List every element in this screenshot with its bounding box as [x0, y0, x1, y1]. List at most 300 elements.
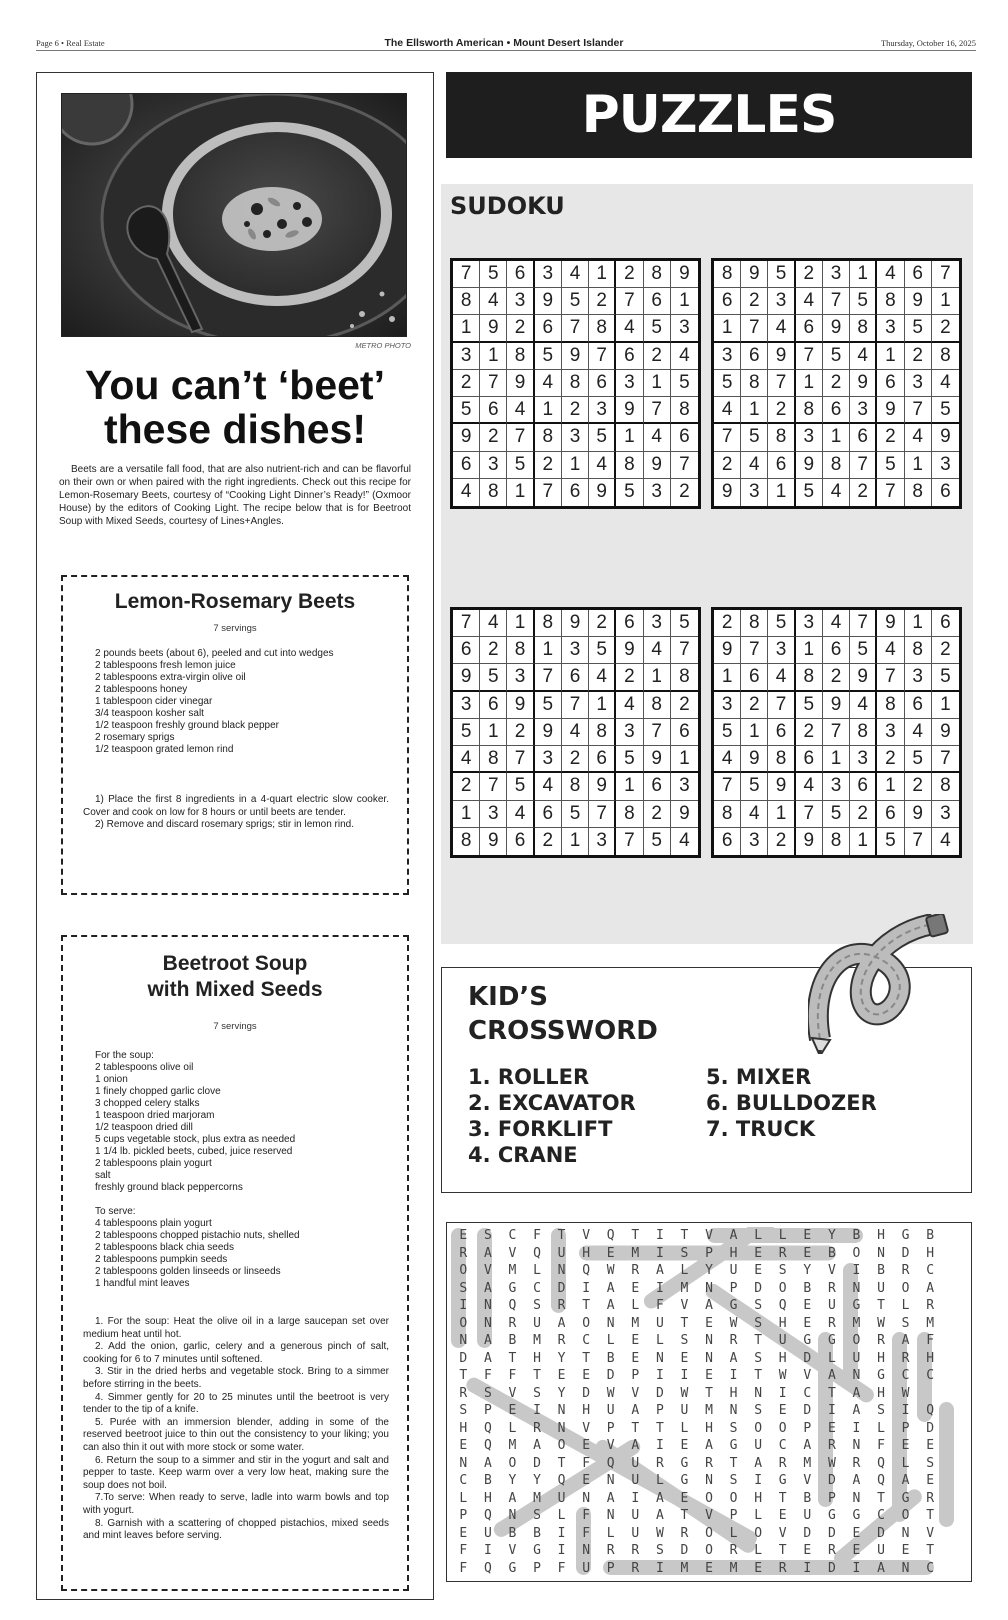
word-search-letter: M [852, 1315, 861, 1331]
sudoku-cell: 7 [507, 746, 534, 773]
sudoku-cell: 8 [616, 452, 643, 479]
word-search-letter: I [557, 1543, 566, 1559]
sudoku-cell: 2 [535, 828, 562, 855]
sudoku-cell: 6 [453, 637, 480, 664]
word-search-letter: W [606, 1385, 615, 1401]
sudoku-cell: 6 [905, 692, 932, 719]
word-search-letter: I [655, 1560, 664, 1576]
word-search-letter: M [729, 1560, 738, 1576]
sudoku-cell: 3 [714, 692, 741, 719]
word-search-letter [942, 1525, 967, 1543]
ingredient: 2 tablespoons fresh lemon juice [95, 660, 236, 671]
pencil-icon [808, 914, 978, 1054]
word-search-letter: Q [483, 1560, 492, 1576]
sudoku-cell: 1 [589, 261, 616, 288]
sudoku-cell: 1 [671, 746, 698, 773]
crossword-title-line: CROSSWORD [468, 1016, 658, 1046]
sudoku-cell: 5 [480, 261, 507, 288]
recipe-steps [63, 794, 407, 832]
sudoku-cell: 3 [877, 315, 904, 342]
word-search-letter: N [459, 1333, 468, 1349]
word-search-letter: U [631, 1508, 640, 1524]
word-search-letter: B [508, 1333, 517, 1349]
sudoku-cell: 5 [823, 801, 850, 828]
word-search-letter: F [508, 1368, 517, 1384]
sudoku-cell: 6 [823, 637, 850, 664]
sudoku-cell: 1 [562, 828, 589, 855]
word-search-letter: E [631, 1333, 640, 1349]
word-search-letter: M [631, 1245, 640, 1261]
sudoku-cell: 9 [823, 315, 850, 342]
crossword-answers-right [706, 1064, 877, 1142]
word-search-letter: U [631, 1473, 640, 1489]
recipe-step: 2. Add the onion, garlic, celery and a generous pinch of salt, cooking for 6 to 7 minutes until softened. [83, 1341, 389, 1365]
word-search-letter: A [483, 1333, 492, 1349]
word-search-letter [942, 1420, 967, 1438]
sudoku-cell: 8 [507, 343, 534, 370]
word-search-letter: T [680, 1228, 689, 1244]
ingredient: 1 onion [95, 1074, 128, 1085]
publication-title: The Ellsworth American • Mount Desert Islander [384, 37, 624, 49]
sudoku-cell: 1 [823, 746, 850, 773]
word-search-letter [942, 1402, 967, 1420]
word-search-letter: D [533, 1455, 541, 1471]
word-search-letter: O [754, 1525, 763, 1541]
word-search-letter: S [655, 1543, 664, 1559]
word-search-letter: C [926, 1263, 935, 1279]
sudoku-cell: 3 [453, 343, 480, 370]
word-search-letter: E [680, 1438, 689, 1454]
sudoku-cell: 9 [562, 610, 589, 637]
crossword-answers-left [468, 1064, 636, 1168]
word-search-letter: Y [533, 1473, 541, 1489]
sudoku-cell: 2 [823, 370, 850, 397]
word-search-letter: P [606, 1420, 615, 1436]
sudoku-cell: 5 [644, 315, 671, 342]
word-search-letter: I [655, 1438, 664, 1454]
word-search-letter: R [901, 1263, 910, 1279]
word-search-letter: F [557, 1560, 566, 1576]
sudoku-cell: 3 [535, 261, 562, 288]
word-search-letter: O [705, 1543, 713, 1559]
sudoku-cell: 7 [850, 452, 877, 479]
sudoku-cell: 4 [768, 664, 795, 691]
word-search-letter: E [827, 1420, 836, 1436]
ingredient: 2 rosemary sprigs [95, 732, 175, 743]
sudoku-cell: 5 [932, 397, 959, 424]
sudoku-cell: 4 [562, 261, 589, 288]
word-search-letter: L [508, 1420, 517, 1436]
word-search-letter: P [483, 1403, 492, 1419]
word-search-letter: G [508, 1280, 517, 1296]
word-search-letter: T [877, 1490, 885, 1506]
word-search-letter: L [901, 1455, 910, 1471]
sudoku-cell: 2 [644, 343, 671, 370]
sudoku-cell: 6 [480, 692, 507, 719]
word-search-letter: A [557, 1315, 566, 1331]
word-search-letter: I [459, 1298, 468, 1314]
word-search-letter: R [705, 1455, 713, 1471]
sudoku-cell: 4 [589, 452, 616, 479]
word-search-letter: S [754, 1403, 763, 1419]
word-search-letter: V [508, 1543, 517, 1559]
word-search-panel [446, 1222, 972, 1582]
word-search-letter: S [483, 1385, 492, 1401]
sudoku-cell: 6 [796, 315, 823, 342]
word-search-letter: N [655, 1350, 664, 1366]
word-search-letter: G [778, 1473, 787, 1489]
word-search-letter: P [827, 1490, 836, 1506]
word-search-letter: R [533, 1420, 541, 1436]
sudoku-cell: 9 [453, 664, 480, 691]
sudoku-cell: 6 [905, 261, 932, 288]
word-search-letter: W [680, 1385, 689, 1401]
word-search-letter: L [778, 1228, 787, 1244]
sudoku-cell: 6 [562, 479, 589, 506]
word-search-letter: U [754, 1438, 763, 1454]
sudoku-cell: 8 [671, 397, 698, 424]
sudoku-cell: 8 [562, 773, 589, 800]
sudoku-cell: 2 [905, 773, 932, 800]
word-search-letter: L [754, 1228, 763, 1244]
sudoku-cell: 8 [453, 288, 480, 315]
word-search-letter: Q [926, 1403, 935, 1419]
word-search-letter: S [729, 1420, 738, 1436]
sudoku-cell: 9 [535, 288, 562, 315]
word-search-letter: Y [705, 1263, 713, 1279]
sudoku-cell: 4 [823, 610, 850, 637]
word-search-letter: P [803, 1420, 812, 1436]
word-search-letter: U [729, 1263, 738, 1279]
recipe-step: 6. Return the soup to a simmer and stir in the yogurt and salt and pepper to taste. Keep warm over a very low heat, making sure the soup does not boil. [83, 1454, 389, 1491]
word-search-letter: R [901, 1350, 910, 1366]
sudoku-cell: 3 [823, 773, 850, 800]
sudoku-cell: 4 [589, 664, 616, 691]
word-search-letter: W [606, 1263, 615, 1279]
sudoku-cell: 8 [850, 719, 877, 746]
word-search-letter: A [827, 1368, 836, 1384]
word-search-letter: D [827, 1525, 836, 1541]
word-search-letter: N [877, 1245, 885, 1261]
sudoku-cell: 4 [535, 370, 562, 397]
word-search-letter: I [803, 1560, 812, 1576]
word-search-letter: T [582, 1350, 591, 1366]
sudoku-grid [450, 258, 701, 509]
word-search-letter: R [631, 1543, 640, 1559]
word-search-letter: A [877, 1560, 885, 1576]
word-search-letter: R [631, 1560, 640, 1576]
word-search-letter: N [557, 1420, 566, 1436]
sudoku-cell: 2 [796, 719, 823, 746]
word-search-letter: H [877, 1385, 885, 1401]
sudoku-cell: 1 [796, 370, 823, 397]
sudoku-cell: 5 [850, 637, 877, 664]
word-search-letter: P [631, 1368, 640, 1384]
sudoku-cell: 2 [796, 261, 823, 288]
sudoku-cell: 6 [671, 424, 698, 451]
sudoku-cell: 4 [644, 637, 671, 664]
sudoku-cell: 9 [905, 801, 932, 828]
word-search-letter: E [459, 1228, 468, 1244]
word-search-letter: A [729, 1350, 738, 1366]
word-search-letter: A [483, 1280, 492, 1296]
word-search-letter: H [705, 1420, 713, 1436]
sudoku-cell: 2 [768, 397, 795, 424]
word-search-letter: U [877, 1543, 885, 1559]
word-search-letter: H [778, 1315, 787, 1331]
sudoku-cell: 6 [850, 424, 877, 451]
word-search-letter: S [778, 1263, 787, 1279]
sudoku-cell: 8 [823, 828, 850, 855]
sudoku-cell: 9 [823, 692, 850, 719]
word-search-letter: T [778, 1543, 787, 1559]
word-search-letter: Q [483, 1508, 492, 1524]
word-search-letter: S [754, 1315, 763, 1331]
word-search-letter: I [852, 1560, 861, 1576]
sudoku-cell: 4 [905, 424, 932, 451]
word-search-letter: F [533, 1228, 541, 1244]
word-search-letter: G [852, 1508, 861, 1524]
word-search-letter: V [483, 1263, 492, 1279]
sudoku-cell: 7 [671, 637, 698, 664]
sudoku-cell: 9 [616, 637, 643, 664]
sudoku-cell: 3 [741, 828, 768, 855]
sudoku-cell: 6 [796, 746, 823, 773]
word-search-letter: G [827, 1508, 836, 1524]
sudoku-cell: 8 [714, 261, 741, 288]
sudoku-cell: 5 [589, 637, 616, 664]
word-search-letter: P [729, 1280, 738, 1296]
sudoku-cell: 5 [905, 746, 932, 773]
word-search-letter: B [852, 1228, 861, 1244]
sudoku-cell: 7 [453, 610, 480, 637]
sudoku-cell: 1 [589, 692, 616, 719]
word-search-letter: M [680, 1560, 689, 1576]
word-search-letter: E [803, 1543, 812, 1559]
word-search-letter: I [557, 1525, 566, 1541]
word-search-letter: D [827, 1473, 836, 1489]
word-search-letter: W [778, 1368, 787, 1384]
ingredient: 2 tablespoons chopped pistachio nuts, shelled [95, 1230, 300, 1241]
ingredient: 2 tablespoons extra-virgin olive oil [95, 672, 246, 683]
word-search-letter: T [754, 1368, 763, 1384]
word-search-letter: I [655, 1245, 664, 1261]
word-search-letter: A [606, 1490, 615, 1506]
word-search-letter: V [926, 1525, 935, 1541]
sudoku-cell: 2 [535, 452, 562, 479]
word-search-letter: P [705, 1245, 713, 1261]
word-search-letter [942, 1227, 967, 1245]
word-search-letter: O [459, 1315, 468, 1331]
word-search-letter: H [729, 1245, 738, 1261]
word-search-letter: R [852, 1455, 861, 1471]
word-search-letter: L [533, 1263, 541, 1279]
word-search-letter: B [827, 1245, 836, 1261]
recipe-beetroot-soup [61, 935, 409, 1591]
word-search-letter: W [901, 1385, 910, 1401]
sudoku-cell: 6 [589, 746, 616, 773]
sudoku-cell: 7 [796, 801, 823, 828]
word-search-letter: T [778, 1490, 787, 1506]
word-search-letter: L [877, 1420, 885, 1436]
sudoku-cell: 5 [644, 828, 671, 855]
photo-credit: METRO PHOTO [355, 341, 411, 350]
word-search-letter: T [926, 1543, 935, 1559]
word-search-letter: V [827, 1263, 836, 1279]
sudoku-cell: 1 [562, 452, 589, 479]
section-heading: To serve: [95, 1206, 136, 1217]
word-search-letter: H [926, 1350, 935, 1366]
sudoku-cell: 4 [741, 452, 768, 479]
ingredient: 1/2 teaspoon dried dill [95, 1122, 193, 1133]
sudoku-cell: 3 [453, 692, 480, 719]
word-search-letter: H [582, 1403, 591, 1419]
word-search-letter: R [926, 1490, 935, 1506]
word-search-letter: H [483, 1490, 492, 1506]
word-search-letter: S [729, 1473, 738, 1489]
word-search-letter: B [926, 1228, 935, 1244]
sudoku-cell: 5 [714, 719, 741, 746]
sudoku-grid [450, 607, 701, 858]
sudoku-cell: 5 [768, 261, 795, 288]
word-search-letter: G [533, 1543, 541, 1559]
word-search-letter: E [754, 1560, 763, 1576]
sudoku-cell: 5 [768, 610, 795, 637]
word-search-letter: Q [606, 1455, 615, 1471]
word-search-letter: T [655, 1420, 664, 1436]
ingredient: 1 finely chopped garlic clove [95, 1086, 221, 1097]
sudoku-cell: 7 [616, 828, 643, 855]
word-search-letter: O [705, 1490, 713, 1506]
word-search-letter: E [901, 1438, 910, 1454]
sudoku-cell: 6 [671, 719, 698, 746]
word-search-letter [942, 1332, 967, 1350]
sudoku-cell: 3 [741, 479, 768, 506]
word-search-letter: L [827, 1350, 836, 1366]
sudoku-cell: 1 [453, 315, 480, 342]
sudoku-cell: 3 [905, 664, 932, 691]
word-search-letter: U [803, 1508, 812, 1524]
word-search-letter: I [827, 1403, 836, 1419]
sudoku-cell: 4 [507, 801, 534, 828]
word-search-letter: T [631, 1228, 640, 1244]
sudoku-cell: 8 [877, 288, 904, 315]
kids-crossword-panel [441, 967, 972, 1193]
sudoku-cell: 5 [671, 610, 698, 637]
sudoku-cell: 1 [616, 773, 643, 800]
word-search-letter: T [557, 1228, 566, 1244]
sudoku-panel [441, 184, 973, 944]
sudoku-cell: 5 [905, 315, 932, 342]
word-search-letter: D [557, 1280, 566, 1296]
word-search-letter: N [582, 1490, 591, 1506]
beet-article [36, 72, 434, 1600]
ingredient: 2 tablespoons black chia seeds [95, 1242, 234, 1253]
word-search-letter: O [754, 1420, 763, 1436]
word-search-letter: I [655, 1280, 664, 1296]
sudoku-cell: 9 [480, 315, 507, 342]
word-search-letter: E [508, 1403, 517, 1419]
sudoku-cell: 6 [616, 343, 643, 370]
word-search-letter: R [729, 1543, 738, 1559]
recipe-steps [63, 1316, 407, 1543]
word-search-letter: N [705, 1280, 713, 1296]
word-search-letter: F [582, 1508, 591, 1524]
word-search-letter: O [778, 1280, 787, 1296]
word-search-letter: N [705, 1350, 713, 1366]
sudoku-cell: 2 [823, 664, 850, 691]
ingredient: 2 tablespoons olive oil [95, 1062, 194, 1073]
header-divider [36, 50, 976, 51]
word-search-letter [942, 1455, 967, 1473]
word-search-letter: V [606, 1438, 615, 1454]
word-search-letter: R [606, 1543, 615, 1559]
word-search-letter: Q [483, 1420, 492, 1436]
word-search-letter: N [606, 1473, 615, 1489]
word-search-letter: N [606, 1315, 615, 1331]
word-search-letter: C [533, 1280, 541, 1296]
ingredient: 2 tablespoons honey [95, 684, 188, 695]
word-search-letter: M [803, 1455, 812, 1471]
sudoku-cell: 9 [850, 664, 877, 691]
sudoku-cell: 7 [741, 637, 768, 664]
word-search-letter [942, 1490, 967, 1508]
sudoku-cell: 7 [616, 288, 643, 315]
word-search-letter: G [729, 1298, 738, 1314]
sudoku-cell: 8 [932, 343, 959, 370]
recipe-step: 8. Garnish with a scattering of chopped pistachios, mixed seeds and mint leaves before serving. [83, 1517, 389, 1542]
sudoku-cell: 1 [480, 719, 507, 746]
word-search-letter: E [680, 1490, 689, 1506]
word-search-letter: I [852, 1263, 861, 1279]
crossword-answer: 7. TRUCK [706, 1117, 816, 1141]
word-search-letter: N [483, 1315, 492, 1331]
sudoku-cell: 7 [453, 261, 480, 288]
sudoku-cell: 5 [453, 719, 480, 746]
article-headline [37, 363, 433, 451]
word-search-letter: N [729, 1403, 738, 1419]
word-search-letter: Q [582, 1263, 591, 1279]
sudoku-cell: 9 [714, 479, 741, 506]
word-search-letter: V [631, 1385, 640, 1401]
sudoku-cell: 3 [932, 801, 959, 828]
word-search-letter: A [483, 1245, 492, 1261]
word-search-letter: L [459, 1490, 468, 1506]
sudoku-cell: 5 [507, 452, 534, 479]
sudoku-cell: 6 [877, 370, 904, 397]
word-search-letter: R [778, 1560, 787, 1576]
ingredient: 1 tablespoon cider vinegar [95, 696, 213, 707]
sudoku-cell: 3 [671, 773, 698, 800]
sudoku-cell: 7 [850, 610, 877, 637]
sudoku-cell: 4 [535, 773, 562, 800]
sudoku-cell: 8 [589, 719, 616, 746]
sudoku-cell: 1 [714, 315, 741, 342]
word-search-letter: U [852, 1350, 861, 1366]
word-search-letter: M [631, 1315, 640, 1331]
sudoku-cell: 1 [644, 664, 671, 691]
word-search-letter: T [459, 1368, 468, 1384]
word-search-letter: P [655, 1403, 664, 1419]
word-search-letter: A [655, 1263, 664, 1279]
sudoku-cell: 8 [905, 479, 932, 506]
sudoku-cell: 1 [932, 692, 959, 719]
sudoku-cell: 6 [823, 397, 850, 424]
sudoku-cell: 3 [823, 261, 850, 288]
word-search-letter: A [655, 1490, 664, 1506]
word-search-letter: P [459, 1508, 468, 1524]
headline-line: You can’t ‘beet’ [85, 362, 385, 408]
